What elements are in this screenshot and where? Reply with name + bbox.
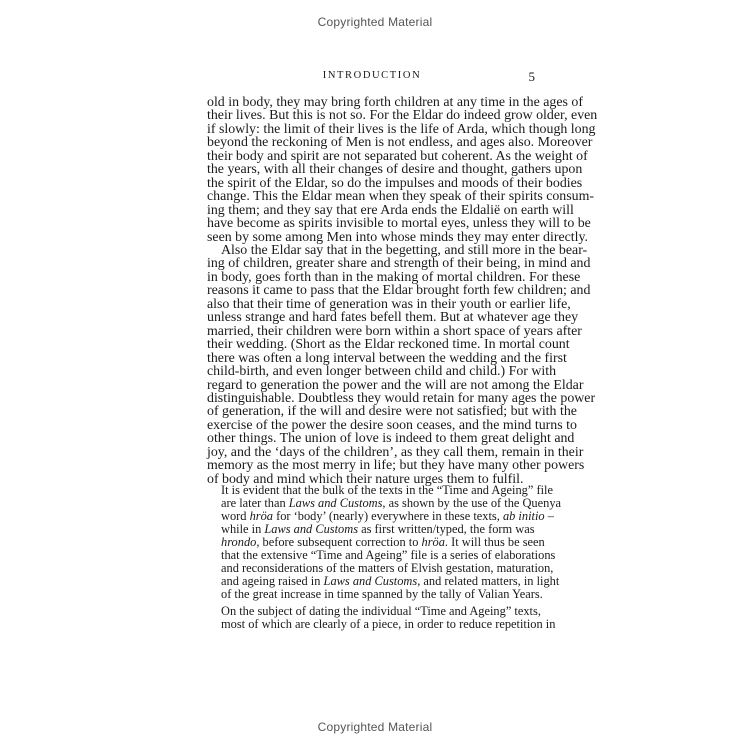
- text-span: seen by some among Men into whose minds they may enter directly.: [207, 229, 589, 245]
- text-span: and ageing raised in: [221, 574, 324, 588]
- text-span: child-birth, and even longer between child and child.) For with: [207, 364, 557, 380]
- text-line: [221, 616, 556, 631]
- text-span: are later than: [221, 496, 289, 510]
- text-span: their wedding. (Short as the Eldar reckoned time. In mortal count: [207, 337, 570, 353]
- text-span: –: [544, 509, 554, 523]
- text-line: [207, 431, 575, 447]
- text-span: if slowly: the limit of their lives is the life of Arda, which though long: [207, 121, 596, 137]
- copyright-watermark-top: Copyrighted Material: [317, 15, 433, 29]
- text-span: of generation, if the will and desire were not satisfied; but with the: [207, 404, 577, 420]
- text-line: [207, 337, 570, 353]
- text-line: [207, 269, 581, 285]
- text-line: [207, 175, 583, 191]
- text-line: [207, 189, 595, 205]
- italic-text: ab initio: [502, 509, 545, 523]
- text-span: , as shown by the use of the Quenya: [382, 496, 562, 510]
- text-span: unless strange and hard fates befell them. But at whatever age they: [207, 310, 579, 326]
- text-span: as first written/typed, the form was: [358, 522, 535, 536]
- text-line: [207, 458, 585, 474]
- paragraph: [207, 95, 598, 245]
- text-span: distinguishable. Doubtless they would retain for many ages the power: [207, 390, 596, 406]
- text-span: their lives. But this is not so. For the Eldar do indeed grow older, even: [207, 108, 598, 124]
- italic-text: Laws and Customs: [288, 496, 383, 510]
- text-line: [207, 256, 591, 272]
- text-line: [207, 390, 596, 406]
- text-span: beyond the reckoning of Men is not endless, and ages also. Moreover: [207, 135, 593, 151]
- text-line: [207, 121, 596, 137]
- italic-text: hrondo: [221, 535, 257, 549]
- text-span: old in body, they may bring forth children at any time in the ages of: [207, 95, 583, 110]
- text-span: . It will thus be seen: [444, 535, 545, 549]
- text-line: [207, 216, 591, 232]
- italic-text: hröa: [421, 535, 445, 549]
- text-span: of body and mind which their nature urges them to fulfil.: [207, 471, 524, 487]
- text-span: change. This the Eldar mean when they speak of their spirits consum-: [207, 189, 595, 205]
- italic-text: Laws and Customs: [323, 574, 418, 588]
- text-span: of the great increase in time spanned by the tally of Valian Years.: [221, 587, 543, 601]
- text-line: [207, 350, 567, 366]
- paragraph: [221, 603, 556, 631]
- text-span: joy, and the ‘days of the children’, as they call them, remain in their: [207, 444, 584, 460]
- italic-text: Laws and Customs: [264, 522, 359, 536]
- text-line: [207, 148, 588, 164]
- text-line: [207, 162, 583, 178]
- paragraph: [221, 483, 562, 601]
- running-head: [207, 70, 537, 86]
- text-span: Also the Eldar say that in the begetting, and still more in the bear-: [221, 242, 588, 258]
- text-line: [207, 310, 579, 326]
- text-span: It is evident that the bulk of the texts in the “Time and Ageing” file: [221, 483, 553, 497]
- text-span: word: [221, 509, 250, 523]
- text-line: [207, 229, 589, 245]
- text-line: [207, 95, 583, 110]
- text-span: , and related matters, in light: [417, 574, 560, 588]
- text-line: [207, 417, 577, 433]
- text-span: there was often a long interval between the wedding and the first: [207, 350, 567, 366]
- text-span: and reconsiderations of the matters of Elvish gestation, maturation,: [221, 561, 554, 575]
- text-span: , before subsequent correction to: [256, 535, 422, 549]
- text-line: [207, 364, 557, 380]
- copyright-watermark-bottom: Copyrighted Material: [317, 720, 433, 734]
- text-line: [207, 283, 591, 299]
- text-span: On the subject of dating the individual “Time and Ageing” texts,: [221, 603, 541, 618]
- text-line: [221, 587, 543, 601]
- running-title: INTRODUCTION: [322, 70, 422, 81]
- text-span: ing of children, greater share and strength of their being, in mind and: [207, 256, 591, 272]
- text-span: have become as spirits invisible to mortal eyes, unless they will to be: [207, 216, 591, 232]
- italic-text: hröa: [249, 509, 273, 523]
- text-span: married, their children were born within a short space of years after: [207, 323, 582, 339]
- text-line: [207, 377, 584, 393]
- text-span: in body, goes forth than in the making of mortal children. For these: [207, 269, 581, 285]
- text-span: that the extensive “Time and Ageing” file is a series of elaborations: [221, 548, 556, 562]
- text-line: [207, 108, 598, 124]
- text-line: [207, 444, 584, 460]
- text-span: ing them; and they say that ere Arda ends the Eldaliё on earth will: [207, 202, 574, 218]
- text-span: their body and spirit are not separated but coherent. As the weight of: [207, 148, 588, 164]
- paragraph: [207, 242, 596, 487]
- text-span: reasons it came to pass that the Eldar brought forth few children; and: [207, 283, 591, 299]
- text-line: [207, 135, 593, 151]
- text-span: most of which are clearly of a piece, in order to reduce repetition in: [221, 616, 556, 631]
- body-text: [207, 95, 598, 487]
- page-number: 5: [528, 69, 535, 84]
- text-line: [207, 242, 588, 258]
- text-line: [207, 202, 574, 218]
- text-span: memory as the most merry in life; but they have many other powers: [207, 458, 585, 474]
- text-line: [207, 296, 571, 312]
- text-span: the spirit of the Eldar, so do the impulses and moods of their bodies: [207, 175, 583, 191]
- text-span: exercise of the power the desire soon ceases, and the mind turns to: [207, 417, 577, 433]
- editorial-extract: [221, 483, 562, 631]
- text-line: [207, 404, 577, 420]
- text-span: other things. The union of love is indeed to them great delight and: [207, 431, 575, 447]
- text-span: while in: [221, 522, 265, 536]
- text-span: regard to generation the power and the will are not among the Eldar: [207, 377, 584, 393]
- text-span: the years, with all their changes of desire and thought, gathers upon: [207, 162, 583, 178]
- text-span: for ‘body’ (nearly) everywhere in these texts,: [273, 509, 503, 523]
- text-line: [207, 323, 582, 339]
- text-span: also that their time of generation was in their youth or earlier life,: [207, 296, 571, 312]
